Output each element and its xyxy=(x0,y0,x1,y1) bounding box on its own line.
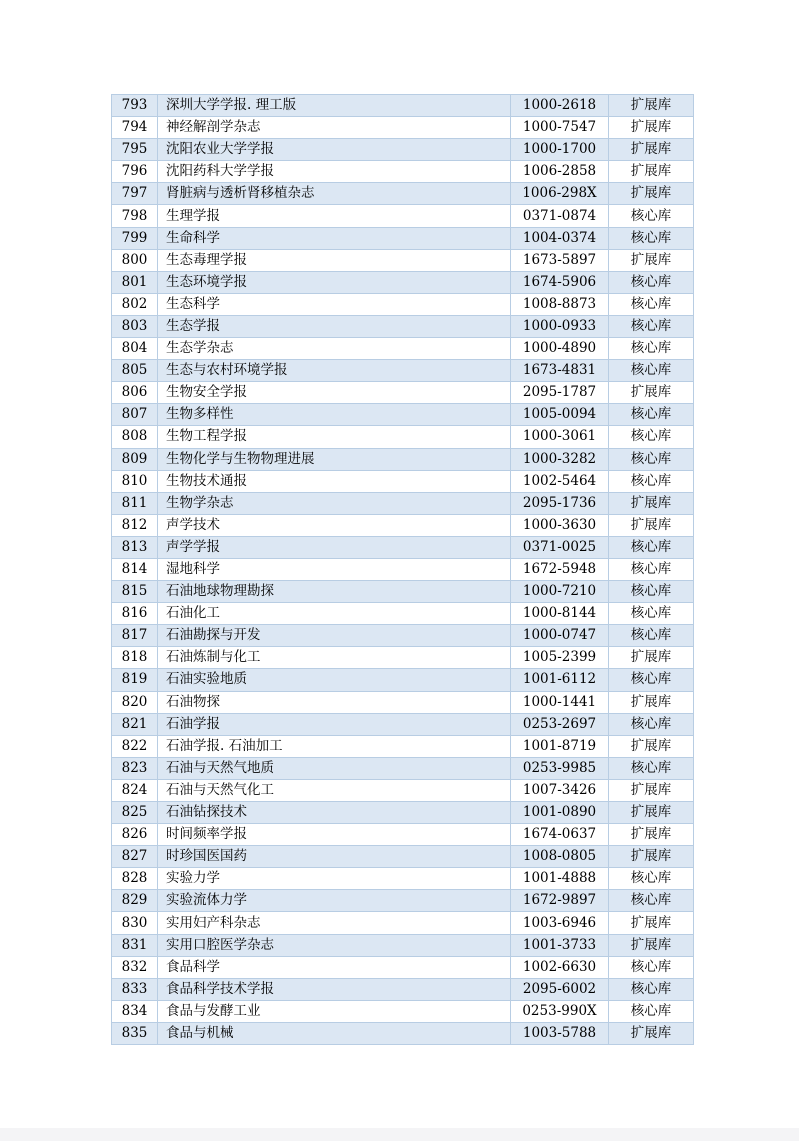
journal-name: 实用口腔医学杂志 xyxy=(158,934,511,956)
database-type: 核心库 xyxy=(609,603,694,625)
row-number: 815 xyxy=(112,581,158,603)
table-row xyxy=(112,492,694,514)
journal-table-body xyxy=(112,95,694,1045)
row-number: 799 xyxy=(112,227,158,249)
row-number: 832 xyxy=(112,956,158,978)
database-type: 扩展库 xyxy=(609,249,694,271)
table-row xyxy=(112,824,694,846)
journal-issn: 1005-2399 xyxy=(511,647,609,669)
journal-issn: 0253-990X xyxy=(511,1000,609,1022)
database-type: 扩展库 xyxy=(609,802,694,824)
table-row xyxy=(112,426,694,448)
journal-issn: 2095-6002 xyxy=(511,978,609,1000)
journal-issn: 1000-2618 xyxy=(511,95,609,117)
journal-name: 石油学报 xyxy=(158,713,511,735)
database-type: 扩展库 xyxy=(609,161,694,183)
row-number: 819 xyxy=(112,669,158,691)
database-type: 扩展库 xyxy=(609,382,694,404)
journal-name: 实验流体力学 xyxy=(158,890,511,912)
database-type: 扩展库 xyxy=(609,934,694,956)
database-type: 核心库 xyxy=(609,404,694,426)
row-number: 817 xyxy=(112,625,158,647)
database-type: 核心库 xyxy=(609,315,694,337)
journal-issn: 1000-1441 xyxy=(511,691,609,713)
row-number: 826 xyxy=(112,824,158,846)
database-type: 核心库 xyxy=(609,669,694,691)
row-number: 828 xyxy=(112,868,158,890)
table-row xyxy=(112,603,694,625)
journal-name: 食品与机械 xyxy=(158,1022,511,1044)
journal-issn: 1673-5897 xyxy=(511,249,609,271)
database-type: 扩展库 xyxy=(609,824,694,846)
row-number: 834 xyxy=(112,1000,158,1022)
row-number: 833 xyxy=(112,978,158,1000)
journal-name: 神经解剖学杂志 xyxy=(158,117,511,139)
database-type: 扩展库 xyxy=(609,95,694,117)
row-number: 831 xyxy=(112,934,158,956)
table-row xyxy=(112,514,694,536)
journal-name: 湿地科学 xyxy=(158,558,511,580)
page-bottom-edge xyxy=(0,1128,799,1141)
row-number: 802 xyxy=(112,293,158,315)
journal-issn: 1000-0747 xyxy=(511,625,609,647)
journal-issn: 1674-0637 xyxy=(511,824,609,846)
database-type: 扩展库 xyxy=(609,183,694,205)
table-row xyxy=(112,404,694,426)
journal-name: 生态学杂志 xyxy=(158,338,511,360)
journal-name: 生态与农村环境学报 xyxy=(158,360,511,382)
row-number: 821 xyxy=(112,713,158,735)
row-number: 806 xyxy=(112,382,158,404)
journal-name: 声学学报 xyxy=(158,536,511,558)
journal-issn: 1002-5464 xyxy=(511,470,609,492)
row-number: 805 xyxy=(112,360,158,382)
journal-issn: 1007-3426 xyxy=(511,779,609,801)
database-type: 核心库 xyxy=(609,338,694,360)
journal-name: 生物安全学报 xyxy=(158,382,511,404)
journal-issn: 2095-1787 xyxy=(511,382,609,404)
journal-issn: 1000-8144 xyxy=(511,603,609,625)
database-type: 核心库 xyxy=(609,536,694,558)
journal-name: 食品与发酵工业 xyxy=(158,1000,511,1022)
journal-issn: 1672-5948 xyxy=(511,558,609,580)
journal-name: 石油实验地质 xyxy=(158,669,511,691)
journal-name: 时间频率学报 xyxy=(158,824,511,846)
row-number: 803 xyxy=(112,315,158,337)
journal-name: 石油地球物理勘探 xyxy=(158,581,511,603)
row-number: 814 xyxy=(112,558,158,580)
table-row xyxy=(112,779,694,801)
database-type: 核心库 xyxy=(609,360,694,382)
table-row xyxy=(112,956,694,978)
journal-name: 生理学报 xyxy=(158,205,511,227)
journal-issn: 1000-3282 xyxy=(511,448,609,470)
journal-issn: 1001-6112 xyxy=(511,669,609,691)
row-number: 813 xyxy=(112,536,158,558)
table-row xyxy=(112,205,694,227)
table-row xyxy=(112,183,694,205)
row-number: 798 xyxy=(112,205,158,227)
database-type: 核心库 xyxy=(609,978,694,1000)
journal-issn: 2095-1736 xyxy=(511,492,609,514)
journal-issn: 1000-0933 xyxy=(511,315,609,337)
table-row xyxy=(112,669,694,691)
journal-issn: 1001-4888 xyxy=(511,868,609,890)
database-type: 核心库 xyxy=(609,293,694,315)
journal-name: 石油与天然气地质 xyxy=(158,757,511,779)
table-row xyxy=(112,139,694,161)
journal-issn: 1000-1700 xyxy=(511,139,609,161)
journal-issn: 1001-0890 xyxy=(511,802,609,824)
row-number: 800 xyxy=(112,249,158,271)
table-row xyxy=(112,713,694,735)
journal-issn: 1004-0374 xyxy=(511,227,609,249)
row-number: 823 xyxy=(112,757,158,779)
table-row xyxy=(112,846,694,868)
journal-name: 生态科学 xyxy=(158,293,511,315)
database-type: 扩展库 xyxy=(609,779,694,801)
table-row xyxy=(112,1022,694,1044)
journal-name: 沈阳药科大学学报 xyxy=(158,161,511,183)
row-number: 824 xyxy=(112,779,158,801)
row-number: 825 xyxy=(112,802,158,824)
table-row xyxy=(112,890,694,912)
journal-name: 实验力学 xyxy=(158,868,511,890)
journal-issn: 1002-6630 xyxy=(511,956,609,978)
database-type: 扩展库 xyxy=(609,492,694,514)
journal-issn: 1672-9897 xyxy=(511,890,609,912)
journal-issn: 1000-4890 xyxy=(511,338,609,360)
table-row xyxy=(112,161,694,183)
journal-name: 生物技术通报 xyxy=(158,470,511,492)
journal-name: 实用妇产科杂志 xyxy=(158,912,511,934)
table-row xyxy=(112,691,694,713)
row-number: 810 xyxy=(112,470,158,492)
journal-issn: 1674-5906 xyxy=(511,271,609,293)
table-row xyxy=(112,382,694,404)
database-type: 扩展库 xyxy=(609,846,694,868)
table-row xyxy=(112,735,694,757)
journal-issn: 1673-4831 xyxy=(511,360,609,382)
table-row xyxy=(112,227,694,249)
row-number: 816 xyxy=(112,603,158,625)
row-number: 807 xyxy=(112,404,158,426)
row-number: 830 xyxy=(112,912,158,934)
journal-name: 石油勘探与开发 xyxy=(158,625,511,647)
journal-issn: 0371-0025 xyxy=(511,536,609,558)
journal-issn: 1001-3733 xyxy=(511,934,609,956)
table-row xyxy=(112,934,694,956)
database-type: 核心库 xyxy=(609,205,694,227)
journal-name: 石油炼制与化工 xyxy=(158,647,511,669)
table-row xyxy=(112,271,694,293)
journal-name: 石油化工 xyxy=(158,603,511,625)
journal-issn: 1006-2858 xyxy=(511,161,609,183)
database-type: 核心库 xyxy=(609,470,694,492)
row-number: 794 xyxy=(112,117,158,139)
journal-name: 声学技术 xyxy=(158,514,511,536)
row-number: 812 xyxy=(112,514,158,536)
table-row xyxy=(112,978,694,1000)
journal-name: 生物多样性 xyxy=(158,404,511,426)
table-row xyxy=(112,558,694,580)
journal-issn: 1005-0094 xyxy=(511,404,609,426)
table-row xyxy=(112,338,694,360)
table-row xyxy=(112,448,694,470)
table-row xyxy=(112,647,694,669)
journal-name: 肾脏病与透析肾移植杂志 xyxy=(158,183,511,205)
database-type: 扩展库 xyxy=(609,735,694,757)
row-number: 829 xyxy=(112,890,158,912)
journal-name: 石油与天然气化工 xyxy=(158,779,511,801)
row-number: 795 xyxy=(112,139,158,161)
database-type: 扩展库 xyxy=(609,117,694,139)
journal-issn: 1008-8873 xyxy=(511,293,609,315)
row-number: 797 xyxy=(112,183,158,205)
database-type: 扩展库 xyxy=(609,691,694,713)
database-type: 核心库 xyxy=(609,271,694,293)
journal-issn: 0253-9985 xyxy=(511,757,609,779)
database-type: 核心库 xyxy=(609,426,694,448)
row-number: 809 xyxy=(112,448,158,470)
journal-table xyxy=(111,94,694,1045)
database-type: 核心库 xyxy=(609,890,694,912)
journal-issn: 1000-7210 xyxy=(511,581,609,603)
journal-name: 生物工程学报 xyxy=(158,426,511,448)
table-row xyxy=(112,293,694,315)
database-type: 核心库 xyxy=(609,713,694,735)
journal-name: 石油钻探技术 xyxy=(158,802,511,824)
journal-name: 生物化学与生物物理进展 xyxy=(158,448,511,470)
journal-issn: 1001-8719 xyxy=(511,735,609,757)
table-row xyxy=(112,868,694,890)
journal-issn: 1003-5788 xyxy=(511,1022,609,1044)
journal-issn: 1000-3630 xyxy=(511,514,609,536)
table-row xyxy=(112,1000,694,1022)
journal-issn: 1000-7547 xyxy=(511,117,609,139)
database-type: 扩展库 xyxy=(609,139,694,161)
journal-name: 生态学报 xyxy=(158,315,511,337)
journal-name: 石油学报. 石油加工 xyxy=(158,735,511,757)
journal-name: 食品科学 xyxy=(158,956,511,978)
database-type: 扩展库 xyxy=(609,912,694,934)
table-row xyxy=(112,757,694,779)
table-row xyxy=(112,117,694,139)
journal-issn: 0371-0874 xyxy=(511,205,609,227)
row-number: 793 xyxy=(112,95,158,117)
journal-issn: 0253-2697 xyxy=(511,713,609,735)
journal-name: 生态环境学报 xyxy=(158,271,511,293)
database-type: 核心库 xyxy=(609,581,694,603)
journal-issn: 1003-6946 xyxy=(511,912,609,934)
database-type: 核心库 xyxy=(609,625,694,647)
row-number: 822 xyxy=(112,735,158,757)
table-row xyxy=(112,95,694,117)
database-type: 扩展库 xyxy=(609,514,694,536)
table-row xyxy=(112,360,694,382)
journal-issn: 1006-298X xyxy=(511,183,609,205)
journal-name: 生命科学 xyxy=(158,227,511,249)
row-number: 801 xyxy=(112,271,158,293)
table-row xyxy=(112,802,694,824)
row-number: 835 xyxy=(112,1022,158,1044)
table-row xyxy=(112,625,694,647)
database-type: 核心库 xyxy=(609,448,694,470)
journal-issn: 1000-3061 xyxy=(511,426,609,448)
database-type: 核心库 xyxy=(609,956,694,978)
row-number: 811 xyxy=(112,492,158,514)
row-number: 796 xyxy=(112,161,158,183)
journal-issn: 1008-0805 xyxy=(511,846,609,868)
table-row xyxy=(112,249,694,271)
database-type: 核心库 xyxy=(609,868,694,890)
database-type: 核心库 xyxy=(609,227,694,249)
table-row xyxy=(112,581,694,603)
journal-name: 生态毒理学报 xyxy=(158,249,511,271)
table-row xyxy=(112,470,694,492)
row-number: 808 xyxy=(112,426,158,448)
database-type: 扩展库 xyxy=(609,1022,694,1044)
journal-name: 沈阳农业大学学报 xyxy=(158,139,511,161)
journal-name: 石油物探 xyxy=(158,691,511,713)
database-type: 扩展库 xyxy=(609,647,694,669)
journal-name: 深圳大学学报. 理工版 xyxy=(158,95,511,117)
table-row xyxy=(112,536,694,558)
row-number: 804 xyxy=(112,338,158,360)
table-row xyxy=(112,315,694,337)
database-type: 核心库 xyxy=(609,1000,694,1022)
row-number: 820 xyxy=(112,691,158,713)
journal-name: 生物学杂志 xyxy=(158,492,511,514)
journal-name: 时珍国医国药 xyxy=(158,846,511,868)
row-number: 818 xyxy=(112,647,158,669)
journal-name: 食品科学技术学报 xyxy=(158,978,511,1000)
database-type: 核心库 xyxy=(609,757,694,779)
row-number: 827 xyxy=(112,846,158,868)
table-row xyxy=(112,912,694,934)
database-type: 核心库 xyxy=(609,558,694,580)
